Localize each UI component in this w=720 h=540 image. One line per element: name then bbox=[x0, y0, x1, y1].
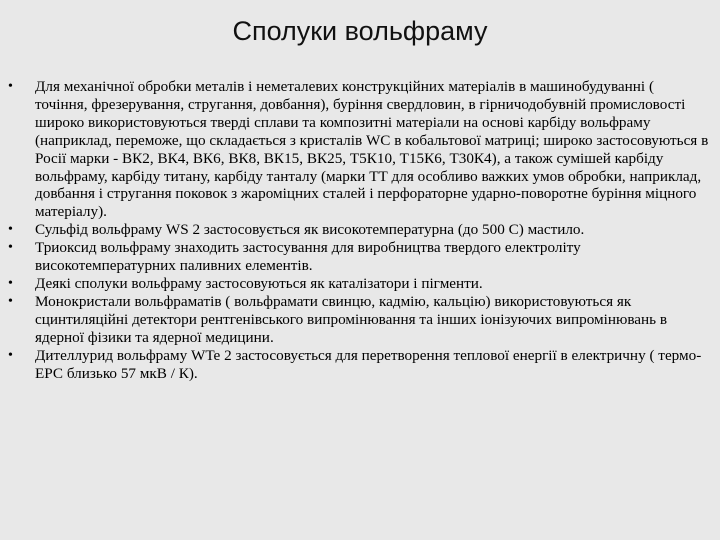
bullet-marker: • bbox=[8, 275, 13, 291]
bullet-item bbox=[0, 275, 720, 293]
slide-title: Сполуки вольфраму bbox=[232, 16, 488, 46]
bullet-text: Дителлурид вольфраму WTe 2 застосовується для перетворення теплової енергії в електричну ( термо-ЕРС близько 57 мкВ / К). bbox=[35, 346, 702, 382]
bullet-text: Для механічної обробки металів і неметалевих конструкційних матеріалів в машинобудуванні ( точіння, фрезерування, стругання, довбання), буріння свердловин, в гірничодобувній промисловості широко використовуються тверді сплави та композитні матеріали на основі карбіду вольфраму (наприклад, переможе, що складається з кристалів WC в кобальтової матриці; широко застосовуються в Росії марки - ВК2, ВК4, ВК6, ВК8, ВК15, ВК25, Т5К10, Т15К6, Т30К4), а також сумішей карбіду вольфраму, карбіду титану, карбіду танталу (марки ТТ для особливо важких умов обробки, наприклад, довбання і стругання поковок з жароміцних сталей і перфораторне ударно-поворотне буріння міцного матеріалу). bbox=[35, 78, 709, 221]
bullet-marker: • bbox=[8, 293, 13, 309]
bullet-marker: • bbox=[8, 347, 13, 363]
bullet-marker: • bbox=[8, 222, 13, 238]
bullet-item bbox=[0, 293, 720, 347]
bullet-marker: • bbox=[8, 79, 13, 94]
bullet-list bbox=[0, 78, 720, 382]
bullet-marker: • bbox=[8, 240, 13, 256]
bullet-text: Триоксид вольфраму знаходить застосування для виробництва твердого електроліту високотемпературних паливних елементів. bbox=[35, 239, 581, 275]
bullet-text: Монокристали вольфраматів ( вольфрамати свинцю, кадмію, кальцію) використовуються як сцинтиляційні детектори рентгенівського випромінювання та інших іонізуючих випромінювань в ядерної фізики та ядерної медицини. bbox=[35, 292, 668, 346]
bullet-item bbox=[0, 221, 720, 239]
bullet-item bbox=[0, 78, 720, 221]
bullet-item bbox=[0, 347, 720, 383]
bullet-item bbox=[0, 239, 720, 275]
bullet-text: Сульфід вольфраму WS 2 застосовується як високотемпературна (до 500 C) мастило. bbox=[35, 221, 585, 239]
bullet-text: Деякі сполуки вольфраму застосовуються як каталізатори і пігменти. bbox=[35, 274, 483, 292]
